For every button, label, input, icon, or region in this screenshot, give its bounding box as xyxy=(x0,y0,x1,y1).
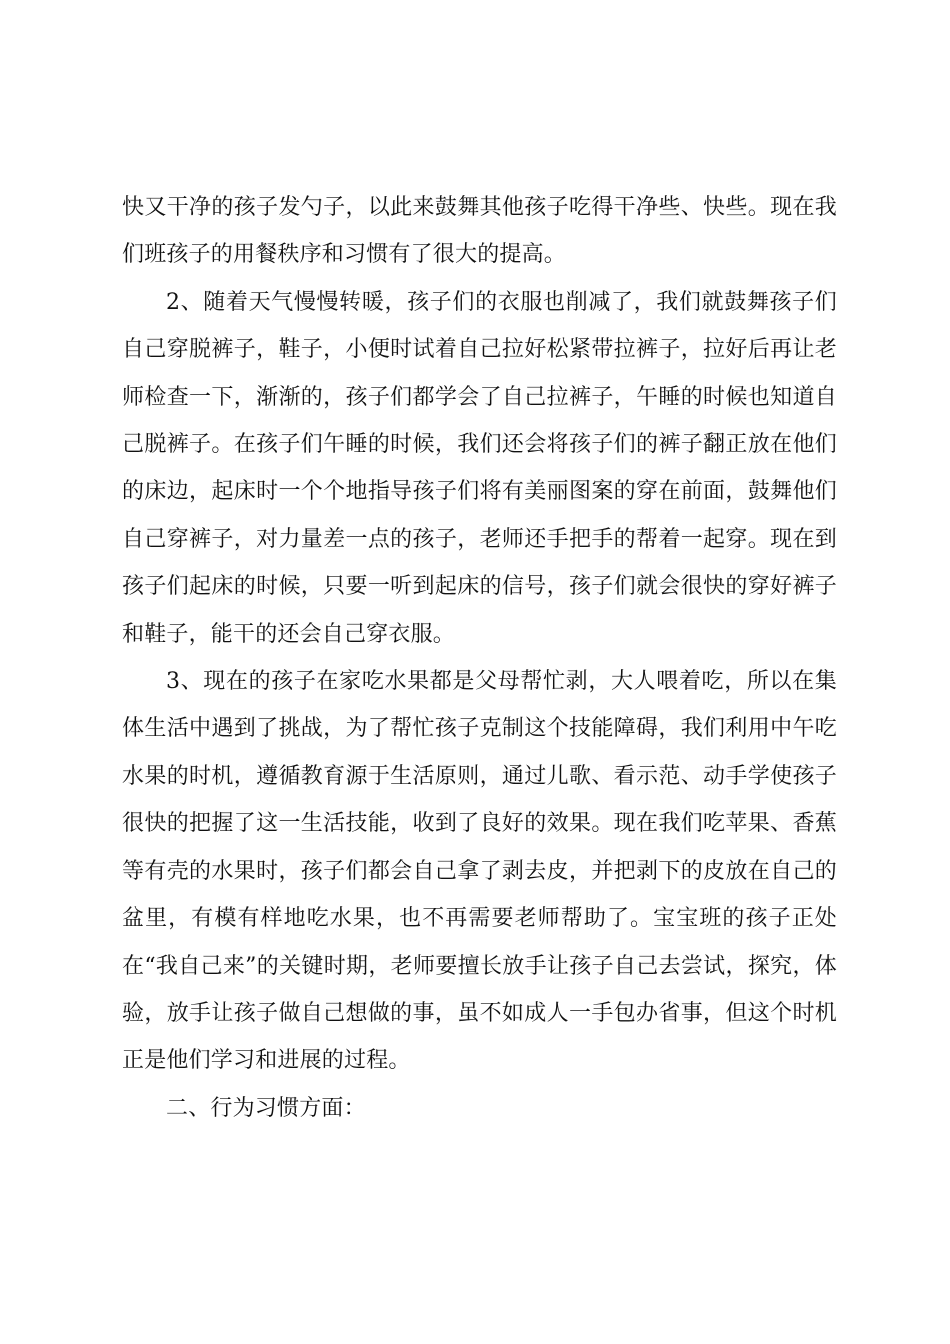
document-body xyxy=(122,184,837,1132)
paragraph-item-3: 3、现在的孩子在家吃水果都是父母帮忙剥，大人喂着吃，所以在集体生活中遇到了挑战，为了帮忙孩子克制这个技能障碍，我们利用中午吃水果的时机，遵循教育源于生活原则，通过儿歌、看示范、动手学使孩子很快的把握了这一生活技能，收到了良好的效果。现在我们吃苹果、香蕉等有壳的水果时，孩子们都会自己拿了剥去皮，并把剥下的皮放在自己的盆里，有模有样地吃水果，也不再需要老师帮助了。宝宝班的孩子正处在“我自己来”的关键时期，老师要擅长放手让孩子自己去尝试，探究，体验，放手让孩子做自己想做的事，虽不如成人一手包办省事，但这个时机正是他们学习和进展的过程。 xyxy=(122,669,837,1074)
paragraph-item-2: 2、随着天气慢慢转暖，孩子们的衣服也削减了，我们就鼓舞孩子们自己穿脱裤子，鞋子，小便时试着自己拉好松紧带拉裤子，拉好后再让老师检查一下，渐渐的，孩子们都学会了自己拉裤子，午睡的时候也知道自己脱裤子。在孩子们午睡的时候，我们还会将孩子们的裤子翻正放在他们的床边，起床时一个个地指导孩子们将有美丽图案的穿在前面，鼓舞他们自己穿裤子，对力量差一点的孩子，老师还手把手的帮着一起穿。现在到孩子们起床的时候，只要一听到起床的信号，孩子们就会很快的穿好裤子和鞋子，能干的还会自己穿衣服。 xyxy=(122,289,837,647)
paragraph-continuation: 快又干净的孩子发勺子，以此来鼓舞其他孩子吃得干净些、快些。现在我们班孩子的用餐秩序和习惯有了很大的提高。 xyxy=(122,195,837,268)
section-heading: 二、行为习惯方面： xyxy=(166,1095,366,1121)
